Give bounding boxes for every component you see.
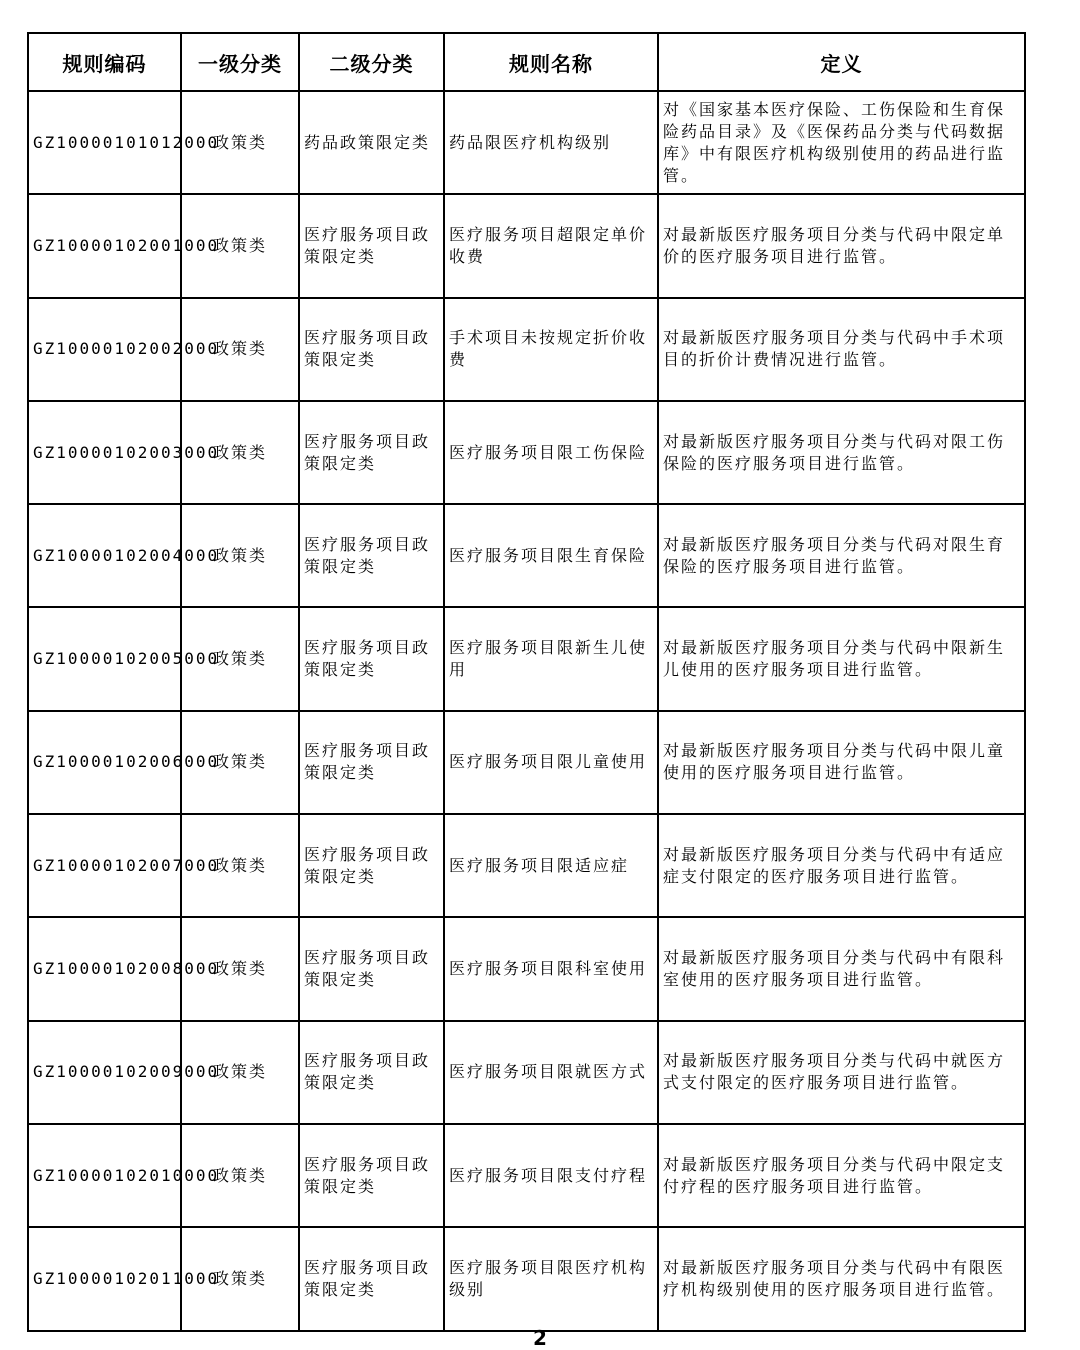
- rule-code-cell: GZ10000102004000: [28, 504, 181, 607]
- header-level1-category: 一级分类: [181, 33, 299, 91]
- header-level2-category: 二级分类: [299, 33, 444, 91]
- definition-cell: 对最新版医疗服务项目分类与代码中限儿童使用的医疗服务项目进行监管。: [658, 711, 1025, 814]
- level1-cell: 政策类: [181, 91, 299, 194]
- level1-cell: 政策类: [181, 814, 299, 917]
- rule-code-cell: GZ10000102011000: [28, 1227, 181, 1330]
- level1-cell: 政策类: [181, 1124, 299, 1227]
- table-header-row: [28, 33, 1025, 91]
- rule-code-cell: GZ10000102009000: [28, 1021, 181, 1124]
- definition-cell: 对最新版医疗服务项目分类与代码中限新生儿使用的医疗服务项目进行监管。: [658, 607, 1025, 710]
- level2-cell: 药品政策限定类: [299, 91, 444, 194]
- definition-cell: 对最新版医疗服务项目分类与代码中有适应症支付限定的医疗服务项目进行监管。: [658, 814, 1025, 917]
- table-row: [28, 298, 1025, 401]
- rule-code-cell: GZ10000102001000: [28, 194, 181, 297]
- table-row: [28, 401, 1025, 504]
- definition-cell: 对最新版医疗服务项目分类与代码中就医方式支付限定的医疗服务项目进行监管。: [658, 1021, 1025, 1124]
- definition-cell: 对最新版医疗服务项目分类与代码中限定单价的医疗服务项目进行监管。: [658, 194, 1025, 297]
- rule-code-cell: GZ10000101012000: [28, 91, 181, 194]
- definition-cell: 对最新版医疗服务项目分类与代码对限工伤保险的医疗服务项目进行监管。: [658, 401, 1025, 504]
- level1-cell: 政策类: [181, 504, 299, 607]
- rules-table: [27, 32, 1026, 1332]
- table-row: [28, 607, 1025, 710]
- level2-cell: 医疗服务项目政策限定类: [299, 711, 444, 814]
- level1-cell: 政策类: [181, 298, 299, 401]
- level2-cell: 医疗服务项目政策限定类: [299, 298, 444, 401]
- rule-name-cell: 医疗服务项目限就医方式: [444, 1021, 658, 1124]
- definition-cell: 对《国家基本医疗保险、工伤保险和生育保险药品目录》及《医保药品分类与代码数据库》中有限医疗机构级别使用的药品进行监管。: [658, 91, 1025, 194]
- rule-name-cell: 手术项目未按规定折价收费: [444, 298, 658, 401]
- rule-name-cell: 药品限医疗机构级别: [444, 91, 658, 194]
- table-row: [28, 917, 1025, 1020]
- header-rule-code: 规则编码: [28, 33, 181, 91]
- rule-code-cell: GZ10000102008000: [28, 917, 181, 1020]
- rule-name-cell: 医疗服务项目超限定单价收费: [444, 194, 658, 297]
- rule-name-cell: 医疗服务项目限新生儿使用: [444, 607, 658, 710]
- level2-cell: 医疗服务项目政策限定类: [299, 1021, 444, 1124]
- definition-cell: 对最新版医疗服务项目分类与代码中限定支付疗程的医疗服务项目进行监管。: [658, 1124, 1025, 1227]
- definition-cell: 对最新版医疗服务项目分类与代码中手术项目的折价计费情况进行监管。: [658, 298, 1025, 401]
- level2-cell: 医疗服务项目政策限定类: [299, 917, 444, 1020]
- table-row: [28, 504, 1025, 607]
- level2-cell: 医疗服务项目政策限定类: [299, 504, 444, 607]
- level1-cell: 政策类: [181, 1227, 299, 1330]
- definition-cell: 对最新版医疗服务项目分类与代码中有限科室使用的医疗服务项目进行监管。: [658, 917, 1025, 1020]
- rule-name-cell: 医疗服务项目限支付疗程: [444, 1124, 658, 1227]
- table-row: [28, 1124, 1025, 1227]
- level1-cell: 政策类: [181, 194, 299, 297]
- rule-code-cell: GZ10000102010000: [28, 1124, 181, 1227]
- rule-code-cell: GZ10000102002000: [28, 298, 181, 401]
- rule-name-cell: 医疗服务项目限科室使用: [444, 917, 658, 1020]
- header-rule-name: 规则名称: [444, 33, 658, 91]
- table-row: [28, 1021, 1025, 1124]
- level1-cell: 政策类: [181, 711, 299, 814]
- rule-name-cell: 医疗服务项目限儿童使用: [444, 711, 658, 814]
- header-definition: 定义: [658, 33, 1025, 91]
- rule-name-cell: 医疗服务项目限适应症: [444, 814, 658, 917]
- table-row: [28, 1227, 1025, 1330]
- definition-cell: 对最新版医疗服务项目分类与代码中有限医疗机构级别使用的医疗服务项目进行监管。: [658, 1227, 1025, 1330]
- table-body: [28, 91, 1025, 1331]
- level2-cell: 医疗服务项目政策限定类: [299, 1227, 444, 1330]
- table-row: [28, 91, 1025, 194]
- rule-name-cell: 医疗服务项目限生育保险: [444, 504, 658, 607]
- rule-name-cell: 医疗服务项目限医疗机构级别: [444, 1227, 658, 1330]
- rule-code-cell: GZ10000102006000: [28, 711, 181, 814]
- rule-code-cell: GZ10000102005000: [28, 607, 181, 710]
- level1-cell: 政策类: [181, 607, 299, 710]
- rule-code-cell: GZ10000102007000: [28, 814, 181, 917]
- rule-code-cell: GZ10000102003000: [28, 401, 181, 504]
- rule-name-cell: 医疗服务项目限工伤保险: [444, 401, 658, 504]
- level1-cell: 政策类: [181, 917, 299, 1020]
- table-row: [28, 814, 1025, 917]
- level2-cell: 医疗服务项目政策限定类: [299, 194, 444, 297]
- definition-cell: 对最新版医疗服务项目分类与代码对限生育保险的医疗服务项目进行监管。: [658, 504, 1025, 607]
- level2-cell: 医疗服务项目政策限定类: [299, 401, 444, 504]
- level1-cell: 政策类: [181, 401, 299, 504]
- table-row: [28, 711, 1025, 814]
- page-number: 2: [533, 1326, 547, 1350]
- level2-cell: 医疗服务项目政策限定类: [299, 607, 444, 710]
- level2-cell: 医疗服务项目政策限定类: [299, 814, 444, 917]
- table-row: [28, 194, 1025, 297]
- level2-cell: 医疗服务项目政策限定类: [299, 1124, 444, 1227]
- level1-cell: 政策类: [181, 1021, 299, 1124]
